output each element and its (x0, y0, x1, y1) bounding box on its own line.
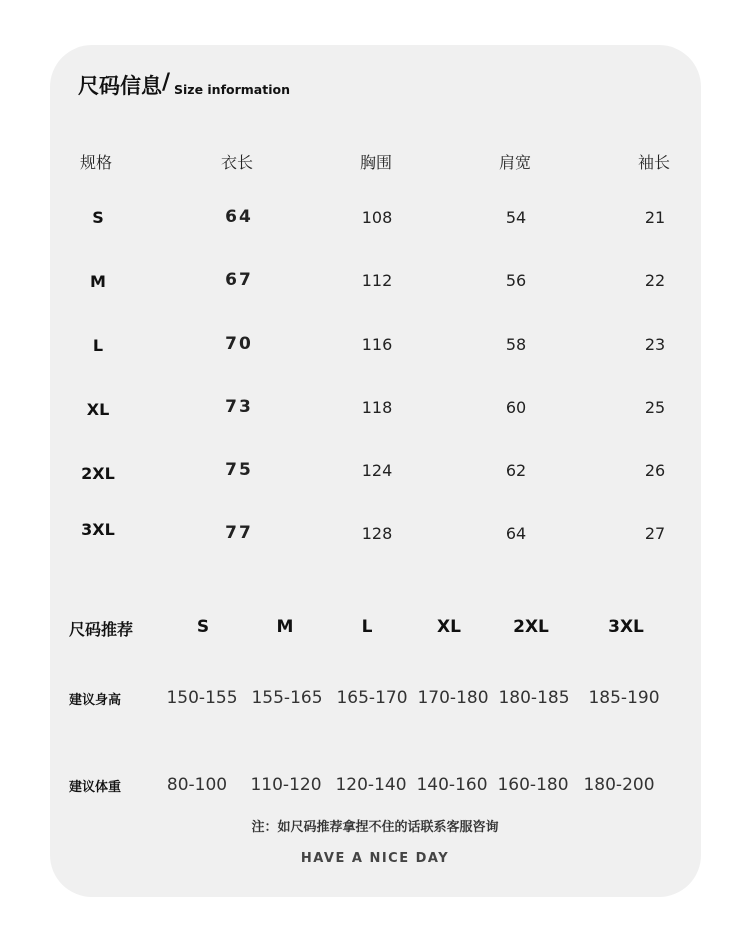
table-cell-length: 77 (225, 523, 253, 543)
height-label: 建议身高 (69, 693, 122, 708)
recommend-title: 尺码推荐 (69, 620, 134, 639)
title-slash: / (162, 70, 171, 95)
table-row-size: 3XL (81, 520, 115, 539)
height-value: 180-185 (498, 688, 570, 708)
table-cell-sleeve: 27 (644, 524, 666, 543)
table-cell-shoulder: 62 (505, 461, 527, 480)
weight-value: 160-180 (497, 775, 569, 795)
recommend-size: M (276, 617, 294, 637)
table-row-size: S (92, 208, 104, 227)
recommend-size: S (196, 617, 210, 637)
table-cell-sleeve: 26 (644, 461, 666, 480)
header-shoulder: 肩宽 (499, 153, 532, 172)
table-cell-sleeve: 25 (644, 398, 666, 417)
height-value: 170-180 (417, 688, 489, 708)
table-cell-length: 64 (225, 207, 253, 227)
table-cell-shoulder: 54 (505, 208, 527, 227)
recommend-size: XL (437, 617, 461, 637)
weight-value: 140-160 (416, 775, 488, 795)
page-subtitle: Size information (174, 82, 290, 97)
table-cell-chest: 116 (361, 335, 393, 354)
table-row-size: L (92, 336, 104, 355)
table-cell-length: 75 (225, 460, 253, 480)
recommend-size: 2XL (513, 617, 549, 637)
table-cell-length: 73 (225, 397, 253, 417)
header-size: 规格 (80, 153, 113, 172)
weight-label: 建议体重 (69, 780, 122, 795)
weight-value: 110-120 (250, 775, 322, 795)
weight-value: 120-140 (335, 775, 407, 795)
table-cell-chest: 128 (361, 524, 393, 543)
table-cell-shoulder: 64 (505, 524, 527, 543)
header-sleeve: 袖长 (638, 153, 671, 172)
table-cell-shoulder: 56 (505, 271, 527, 290)
table-row-size: M (90, 272, 106, 291)
table-cell-chest: 124 (361, 461, 393, 480)
table-cell-length: 67 (225, 270, 253, 290)
height-value: 155-165 (251, 688, 323, 708)
table-cell-sleeve: 21 (644, 208, 666, 227)
table-cell-sleeve: 22 (644, 271, 666, 290)
page-title: 尺码信息 (78, 74, 162, 98)
recommend-size: L (361, 617, 373, 637)
header-chest: 胸围 (360, 153, 393, 172)
table-cell-sleeve: 23 (644, 335, 666, 354)
table-cell-chest: 108 (361, 208, 393, 227)
height-value: 185-190 (588, 688, 660, 708)
weight-value: 80-100 (166, 775, 228, 795)
table-cell-shoulder: 60 (505, 398, 527, 417)
height-value: 150-155 (166, 688, 238, 708)
footer-slogan: HAVE A NICE DAY (300, 851, 450, 866)
table-cell-chest: 118 (361, 398, 393, 417)
header-length: 衣长 (221, 153, 254, 172)
table-cell-length: 70 (225, 334, 253, 354)
weight-value: 180-200 (583, 775, 655, 795)
note-text: 注：如尺码推荐拿捏不住的话联系客服咨询 (251, 820, 499, 835)
table-row-size: 2XL (81, 464, 115, 483)
recommend-size: 3XL (608, 617, 644, 637)
height-value: 165-170 (336, 688, 408, 708)
table-cell-chest: 112 (361, 271, 393, 290)
table-cell-shoulder: 58 (505, 335, 527, 354)
table-row-size: XL (86, 400, 110, 419)
